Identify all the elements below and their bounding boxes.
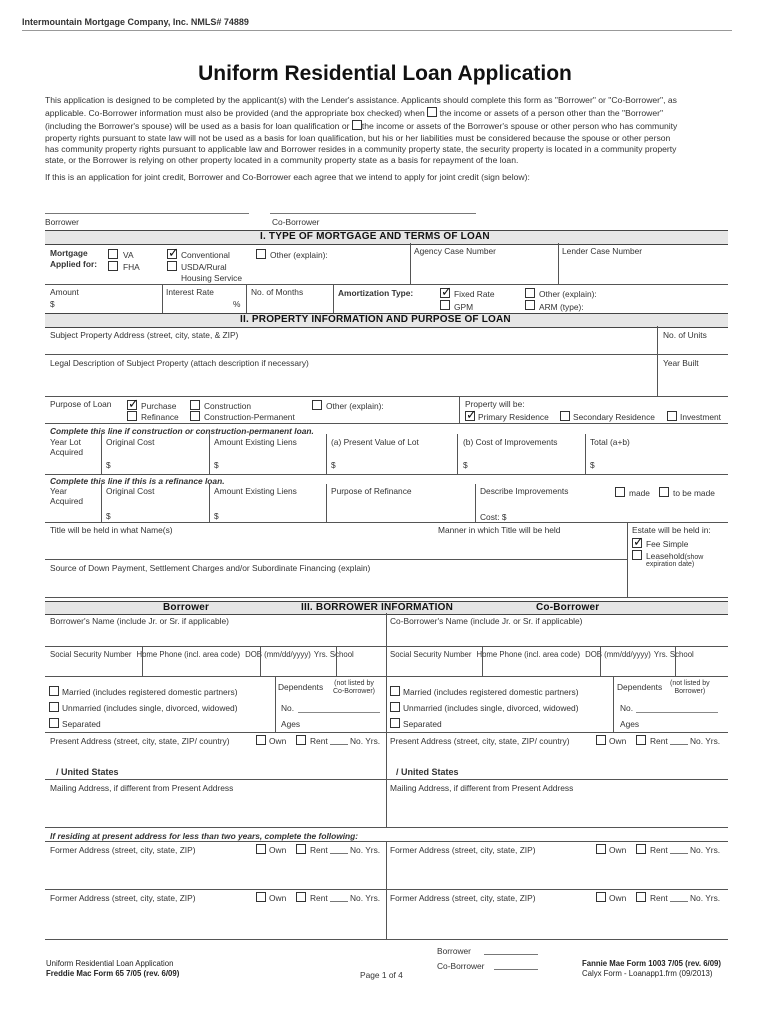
estate-label: Estate will be held in: xyxy=(632,525,711,535)
dollar-sign: $ xyxy=(463,460,468,470)
applied-for-label: Applied for: xyxy=(50,259,97,269)
footer-coborrower-initials-label: Co-Borrower xyxy=(437,961,485,971)
c-former2-own-label: Own xyxy=(609,893,627,903)
footer-coborrower-initials-line[interactable] xyxy=(494,969,538,970)
b-former2-yrs-label: No. Yrs. xyxy=(350,893,381,903)
refinance-label: Refinance xyxy=(141,412,179,422)
b-no-yrs-label: No. Yrs. xyxy=(350,736,381,746)
acquired-label: Acquired xyxy=(50,447,84,457)
leasehold-checkbox[interactable] xyxy=(632,550,642,560)
dollar-sign: $ xyxy=(214,460,219,470)
dollar-sign: $ xyxy=(331,460,336,470)
fha-checkbox[interactable] xyxy=(108,261,118,271)
construction-checkbox[interactable] xyxy=(190,400,200,410)
b-married-label: Married (includes registered domestic partners) xyxy=(62,687,238,697)
fha-label: FHA xyxy=(123,262,140,272)
arm-label: ARM (type): xyxy=(539,302,584,312)
purpose-other-label: Other (explain): xyxy=(326,401,384,411)
b-former-address-1-label: Former Address (street, city, state, ZIP) xyxy=(50,845,196,855)
purpose-other-checkbox[interactable] xyxy=(312,400,322,410)
usda-checkbox[interactable] xyxy=(167,261,177,271)
c-former1-rent-label: Rent xyxy=(650,845,668,855)
coborrower-column-title: Co-Borrower xyxy=(536,602,600,613)
investment-checkbox[interactable] xyxy=(667,411,677,421)
b-unmarried-checkbox[interactable] xyxy=(49,702,59,712)
c-no-yrs-label: No. Yrs. xyxy=(690,736,721,746)
purchase-checkbox[interactable] xyxy=(127,400,137,410)
existing-liens-label: Amount Existing Liens xyxy=(214,437,297,447)
c-mailing-label: Mailing Address, if different from Present Address xyxy=(390,783,574,793)
mortgage-other-label: Other (explain): xyxy=(270,250,328,260)
total-label: Total (a+b) xyxy=(590,437,630,447)
b-dependents-label: Dependents xyxy=(278,682,324,692)
b-former1-rent-label: Rent xyxy=(310,845,328,855)
coborrower-sign-label: Co-Borrower xyxy=(272,217,320,227)
b-married-checkbox[interactable] xyxy=(49,686,59,696)
c-rent-label: Rent xyxy=(650,736,668,746)
b-former1-own-label: Own xyxy=(269,845,287,855)
b-own-label: Own xyxy=(269,736,287,746)
mortgage-other-checkbox[interactable] xyxy=(256,249,266,259)
refinance-checkbox[interactable] xyxy=(127,411,137,421)
c-separated-label: Separated xyxy=(403,719,442,729)
purpose-refinance-label: Purpose of Refinance xyxy=(331,486,412,496)
source-down-payment-label: Source of Down Payment, Settlement Charges and/or Subordinate Financing (explain) xyxy=(50,563,371,573)
b-separated-checkbox[interactable] xyxy=(49,718,59,728)
c-ages-label: Ages xyxy=(620,719,640,729)
amort-other-checkbox[interactable] xyxy=(525,288,535,298)
va-label: VA xyxy=(123,250,134,260)
title-manner-label: Manner in which Title will be held xyxy=(438,525,561,535)
section-2-header xyxy=(45,313,728,328)
leasehold-label: Leasehold(show xyxy=(646,551,704,561)
interest-pct: % xyxy=(233,299,241,309)
c-separated-checkbox[interactable] xyxy=(390,718,400,728)
c-former1-yrs-label: No. Yrs. xyxy=(690,845,721,855)
joint-income-checkbox[interactable] xyxy=(427,107,437,117)
primary-residence-checkbox[interactable] xyxy=(465,411,475,421)
refi-acquired-label: Acquired xyxy=(50,496,84,506)
amount-label: Amount xyxy=(50,287,79,297)
intro-text: This application is designed to be completed by the applicant(s) with the Lender's assistance. Applicants should complete this form as "Borrower" or "Co-Borrower", as applicable. Co-Borrower information must also be provided (and the appropriate box checked) when the income or assets of a person other than the "Borrower" (including the Borrower's spouse) will be used as a basis for loan qualification or the income or assets of the Borrower's spouse or other person who has community property rights pursuant to state law will not be used as a basis for loan qualification, but his or her liabilities must be considered because the spouse or other person has community property rights pursuant to applicable law and Borrower resides in a community property state, the security property is located in a community property state, or the Borrower is relying on other property located in a community property state as a basis for repayment of the loan. xyxy=(45,95,678,166)
b-former2-own-label: Own xyxy=(269,893,287,903)
construction-label: Construction xyxy=(204,401,252,411)
amortization-label: Amortization Type: xyxy=(338,288,414,298)
b-country: / United States xyxy=(56,767,119,777)
year-lot-label: Year Lot xyxy=(50,437,81,447)
b-former2-rent-label: Rent xyxy=(310,893,328,903)
c-former-address-2-label: Former Address (street, city, state, ZIP) xyxy=(390,893,536,903)
b-mailing-label: Mailing Address, if different from Present Address xyxy=(50,783,234,793)
b-dependents-no: No. xyxy=(281,703,295,713)
expiration-label: expiration date) xyxy=(646,561,695,568)
c-married-checkbox[interactable] xyxy=(390,686,400,696)
c-former2-yrs-label: No. Yrs. xyxy=(690,893,721,903)
spouse-income-checkbox[interactable] xyxy=(352,120,362,130)
c-own-checkbox[interactable] xyxy=(596,735,606,745)
page-number: Page 1 of 4 xyxy=(360,970,403,980)
c-unmarried-checkbox[interactable] xyxy=(390,702,400,712)
agency-case-label: Agency Case Number xyxy=(414,246,496,256)
c-present-address-label: Present Address (street, city, state, ZIP/ country) xyxy=(390,736,570,746)
investment-label: Investment xyxy=(680,412,721,422)
b-present-address-label: Present Address (street, city, state, ZIP/ country) xyxy=(50,736,230,746)
b-former2-rent-checkbox[interactable] xyxy=(296,892,306,902)
residing-note: If residing at present address for less than two years, complete the following: xyxy=(50,831,359,841)
c-rent-checkbox[interactable] xyxy=(636,735,646,745)
dollar-sign: $ xyxy=(590,460,595,470)
cost-label: Cost: $ xyxy=(480,512,507,522)
fixed-rate-label: Fixed Rate xyxy=(454,289,495,299)
b-former1-own-checkbox[interactable] xyxy=(256,844,266,854)
coborrower-signature-line[interactable] xyxy=(270,213,476,214)
legal-description-label: Legal Description of Subject Property (attach description if necessary) xyxy=(50,358,309,368)
borrower-name-label: Borrower's Name (include Jr. or Sr. if applicable) xyxy=(50,616,229,626)
coborrower-ssn-row: Social Security Number Home Phone (incl. area code) DOB (mm/dd/yyyy) Yrs. School xyxy=(390,650,694,659)
construction-line-label: Complete this line if construction or construction-permanent loan. xyxy=(50,426,314,436)
b-rent-label: Rent xyxy=(310,736,328,746)
year-built-label: Year Built xyxy=(663,358,699,368)
coborrower-name-label: Co-Borrower's Name (include Jr. or Sr. if applicable) xyxy=(390,616,583,626)
purchase-label: Purchase xyxy=(141,401,177,411)
borrower-column-title: Borrower xyxy=(163,602,210,613)
section-1-header xyxy=(45,230,728,245)
to-be-made-label: to be made xyxy=(673,488,715,498)
construction-perm-label: Construction-Permanent xyxy=(204,412,295,422)
borrower-sign-label: Borrower xyxy=(45,217,79,227)
section-2-title: II. PROPERTY INFORMATION AND PURPOSE OF LOAN xyxy=(240,314,511,325)
gpm-label: GPM xyxy=(454,302,474,312)
b-unmarried-label: Unmarried (includes single, divorced, widowed) xyxy=(62,703,238,713)
subject-address-label: Subject Property Address (street, city, state, & ZIP) xyxy=(50,330,239,340)
property-will-be-label: Property will be: xyxy=(465,399,525,409)
amort-other-label: Other (explain): xyxy=(539,289,597,299)
refi-year-label: Year xyxy=(50,486,67,496)
section-1-title: I. TYPE OF MORTGAGE AND TERMS OF LOAN xyxy=(260,231,490,242)
dollar-sign: $ xyxy=(214,511,219,521)
c-former1-own-checkbox[interactable] xyxy=(596,844,606,854)
c-former1-rent-checkbox[interactable] xyxy=(636,844,646,854)
title-held-label: Title will be held in what Name(s) xyxy=(50,525,173,535)
months-label: No. of Months xyxy=(251,287,304,297)
section-3-title: III. BORROWER INFORMATION xyxy=(301,602,454,613)
present-value-label: (a) Present Value of Lot xyxy=(331,437,419,447)
refi-existing-liens-label: Amount Existing Liens xyxy=(214,486,297,496)
secondary-residence-label: Secondary Residence xyxy=(573,412,655,422)
va-checkbox[interactable] xyxy=(108,249,118,259)
form-title: Uniform Residential Loan Application xyxy=(198,62,572,85)
amount-dollar: $ xyxy=(50,299,55,309)
describe-improvements-label: Describe Improvements xyxy=(480,486,569,496)
to-be-made-checkbox[interactable] xyxy=(659,487,669,497)
units-label: No. of Units xyxy=(663,330,707,340)
b-rent-checkbox[interactable] xyxy=(296,735,306,745)
borrower-ssn-row: Social Security Number Home Phone (incl. area code) DOB (mm/dd/yyyy) Yrs. School xyxy=(50,650,354,659)
made-label: made xyxy=(629,488,650,498)
b-former1-yrs-label: No. Yrs. xyxy=(350,845,381,855)
made-checkbox[interactable] xyxy=(615,487,625,497)
c-dependents-label: Dependents xyxy=(617,682,663,692)
interest-rate-label: Interest Rate xyxy=(166,287,214,297)
construction-perm-checkbox[interactable] xyxy=(190,411,200,421)
b-former1-rent-checkbox[interactable] xyxy=(296,844,306,854)
b-separated-label: Separated xyxy=(62,719,101,729)
cost-improvements-label: (b) Cost of Improvements xyxy=(463,437,558,447)
c-unmarried-label: Unmarried (includes single, divorced, widowed) xyxy=(403,703,579,713)
refinance-line-label: Complete this line if this is a refinance loan. xyxy=(50,476,225,486)
footer-borrower-initials-label: Borrower xyxy=(437,946,471,956)
refi-original-cost-label: Original Cost xyxy=(106,486,155,496)
c-not-listed-note: (not listed by Borrower) xyxy=(670,680,710,695)
purpose-label: Purpose of Loan xyxy=(50,399,112,409)
c-former2-rent-checkbox[interactable] xyxy=(636,892,646,902)
b-not-listed-note: (not listed by Co-Borrower) xyxy=(333,680,376,695)
dollar-sign: $ xyxy=(106,511,111,521)
c-country: / United States xyxy=(396,767,459,777)
lender-case-label: Lender Case Number xyxy=(562,246,643,256)
dollar-sign: $ xyxy=(106,460,111,470)
c-own-label: Own xyxy=(609,736,627,746)
fee-simple-checkbox[interactable] xyxy=(632,538,642,548)
b-ages-label: Ages xyxy=(281,719,301,729)
conventional-label: Conventional xyxy=(181,250,230,260)
b-former2-own-checkbox[interactable] xyxy=(256,892,266,902)
c-former1-own-label: Own xyxy=(609,845,627,855)
joint-credit-text: If this is an application for joint credit, Borrower and Co-Borrower each agree that we intend to apply for joint credit (sign below): xyxy=(45,172,530,182)
footer-right: Fannie Mae Form 1003 7/05 (rev. 6/09) Calyx Form - Loanapp1.frm (09/2013) xyxy=(582,959,721,978)
usda-label: USDA/Rural xyxy=(181,262,227,272)
c-former-address-1-label: Former Address (street, city, state, ZIP) xyxy=(390,845,536,855)
housing-service-label: Housing Service xyxy=(181,273,242,283)
company-name: Intermountain Mortgage Company, Inc. NMLS# 74889 xyxy=(22,17,249,27)
c-married-label: Married (includes registered domestic partners) xyxy=(403,687,579,697)
c-former2-rent-label: Rent xyxy=(650,893,668,903)
primary-residence-label: Primary Residence xyxy=(478,412,549,422)
secondary-residence-checkbox[interactable] xyxy=(560,411,570,421)
fee-simple-label: Fee Simple xyxy=(646,539,689,549)
original-cost-label: Original Cost xyxy=(106,437,155,447)
arm-checkbox[interactable] xyxy=(525,300,535,310)
c-former2-own-checkbox[interactable] xyxy=(596,892,606,902)
borrower-signature-line[interactable] xyxy=(45,213,249,214)
c-dependents-no: No. xyxy=(620,703,634,713)
b-former-address-2-label: Former Address (street, city, state, ZIP) xyxy=(50,893,196,903)
footer-left: Uniform Residential Loan Application Freddie Mac Form 65 7/05 (rev. 6/09) xyxy=(46,959,180,978)
mortgage-label: Mortgage xyxy=(50,248,88,258)
gpm-checkbox[interactable] xyxy=(440,300,450,310)
b-own-checkbox[interactable] xyxy=(256,735,266,745)
conventional-checkbox[interactable] xyxy=(167,249,177,259)
fixed-rate-checkbox[interactable] xyxy=(440,288,450,298)
footer-borrower-initials-line[interactable] xyxy=(484,954,538,955)
